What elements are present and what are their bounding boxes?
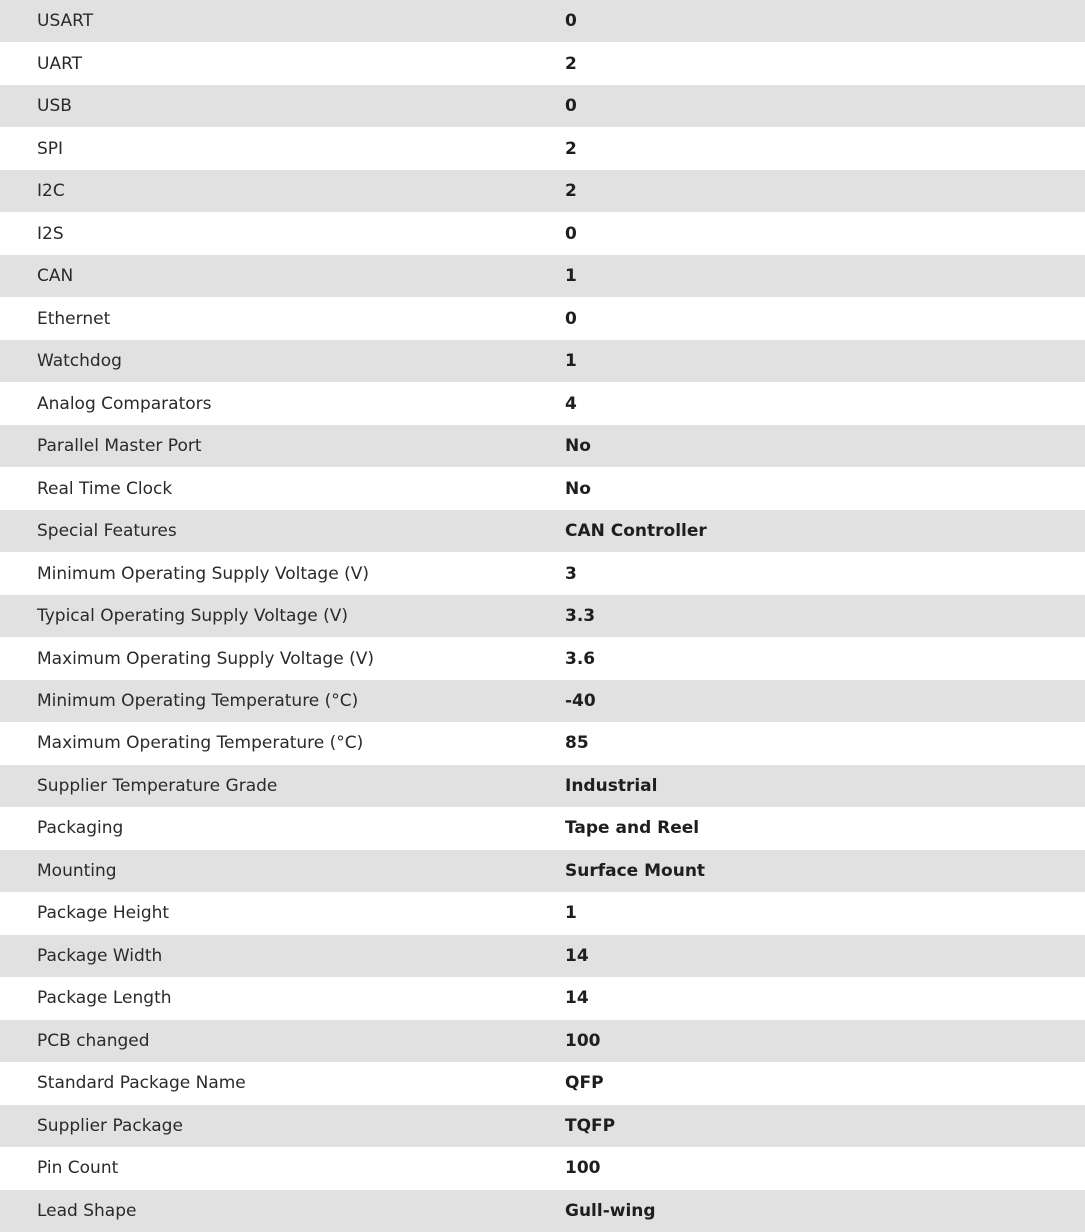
- spec-label: Real Time Clock: [37, 478, 173, 499]
- spec-value: 1: [565, 266, 577, 287]
- spec-value: TQFP: [565, 1115, 616, 1136]
- spec-label: Special Features: [37, 521, 177, 542]
- spec-value: -40: [565, 690, 596, 711]
- spec-row-parallel-master-port: [0, 425, 1085, 467]
- spec-value: Gull-wing: [565, 1200, 656, 1221]
- spec-value: 100: [565, 1158, 601, 1179]
- spec-label: Standard Package Name: [37, 1073, 246, 1094]
- spec-row-i2s: [0, 212, 1085, 254]
- spec-value: Industrial: [565, 775, 658, 796]
- spec-row-lead-shape: [0, 1190, 1085, 1232]
- spec-value: 3: [565, 563, 577, 584]
- spec-label: PCB changed: [37, 1030, 150, 1051]
- spec-value: Tape and Reel: [565, 818, 700, 839]
- spec-value: 3.3: [565, 606, 596, 627]
- spec-row-typ-supply-voltage: [0, 595, 1085, 637]
- spec-row-special-features: [0, 510, 1085, 552]
- spec-label: Lead Shape: [37, 1200, 137, 1221]
- spec-row-packaging: [0, 807, 1085, 849]
- spec-row-package-width: [0, 935, 1085, 977]
- spec-row-usb: [0, 85, 1085, 127]
- spec-row-analog-comparators: [0, 382, 1085, 424]
- spec-row-watchdog: [0, 340, 1085, 382]
- spec-label: Mounting: [37, 860, 117, 881]
- spec-row-max-operating-temperature: [0, 722, 1085, 764]
- spec-value: 2: [565, 181, 577, 202]
- spec-value: 0: [565, 308, 577, 329]
- spec-label: I2S: [37, 223, 64, 244]
- spec-label: Minimum Operating Supply Voltage (V): [37, 563, 369, 584]
- spec-label: Ethernet: [37, 308, 111, 329]
- spec-value: 0: [565, 11, 577, 32]
- spec-label: USB: [37, 96, 72, 117]
- spec-row-real-time-clock: [0, 467, 1085, 509]
- spec-value: 2: [565, 53, 577, 74]
- spec-label: Packaging: [37, 818, 124, 839]
- spec-value: 1: [565, 351, 577, 372]
- spec-value: 14: [565, 988, 589, 1009]
- spec-value: 4: [565, 393, 577, 414]
- spec-value: 14: [565, 945, 589, 966]
- spec-label: Maximum Operating Temperature (°C): [37, 733, 364, 754]
- spec-row-supplier-package: [0, 1105, 1085, 1147]
- spec-value: 1: [565, 903, 577, 924]
- spec-row-package-length: [0, 977, 1085, 1019]
- spec-value: No: [565, 478, 591, 499]
- spec-label: Pin Count: [37, 1158, 119, 1179]
- spec-label: USART: [37, 11, 94, 32]
- spec-value: 100: [565, 1030, 601, 1051]
- spec-label: Maximum Operating Supply Voltage (V): [37, 648, 374, 669]
- spec-value: 2: [565, 138, 577, 159]
- spec-row-can: [0, 255, 1085, 297]
- spec-row-ethernet: [0, 297, 1085, 339]
- spec-label: Supplier Package: [37, 1115, 183, 1136]
- spec-label: UART: [37, 53, 83, 74]
- spec-label: Supplier Temperature Grade: [37, 775, 278, 796]
- spec-row-mounting: [0, 850, 1085, 892]
- spec-value: 0: [565, 223, 577, 244]
- spec-row-spi: [0, 127, 1085, 169]
- spec-value: CAN Controller: [565, 521, 707, 542]
- spec-row-usart: [0, 0, 1085, 42]
- spec-label: Package Height: [37, 903, 170, 924]
- spec-row-pin-count: [0, 1147, 1085, 1189]
- spec-label: Minimum Operating Temperature (°C): [37, 690, 359, 711]
- spec-label: SPI: [37, 138, 64, 159]
- spec-row-max-supply-voltage: [0, 637, 1085, 679]
- spec-label: Parallel Master Port: [37, 436, 202, 457]
- spec-row-standard-package-name: [0, 1062, 1085, 1104]
- spec-row-package-height: [0, 892, 1085, 934]
- spec-value: Surface Mount: [565, 860, 706, 881]
- spec-label: Typical Operating Supply Voltage (V): [37, 606, 348, 627]
- spec-row-i2c: [0, 170, 1085, 212]
- spec-label: CAN: [37, 266, 74, 287]
- spec-value: 85: [565, 733, 589, 754]
- spec-value: No: [565, 436, 591, 457]
- spec-label: Analog Comparators: [37, 393, 212, 414]
- spec-label: Watchdog: [37, 351, 122, 372]
- spec-row-min-operating-temperature: [0, 680, 1085, 722]
- spec-value: 0: [565, 96, 577, 117]
- spec-row-pcb-changed: [0, 1020, 1085, 1062]
- spec-label: Package Width: [37, 945, 163, 966]
- spec-row-supplier-temperature-grade: [0, 765, 1085, 807]
- spec-row-uart: [0, 42, 1085, 84]
- spec-row-min-supply-voltage: [0, 552, 1085, 594]
- spec-label: Package Length: [37, 988, 172, 1009]
- spec-value: 3.6: [565, 648, 596, 669]
- spec-value: QFP: [565, 1073, 604, 1094]
- spec-label: I2C: [37, 181, 65, 202]
